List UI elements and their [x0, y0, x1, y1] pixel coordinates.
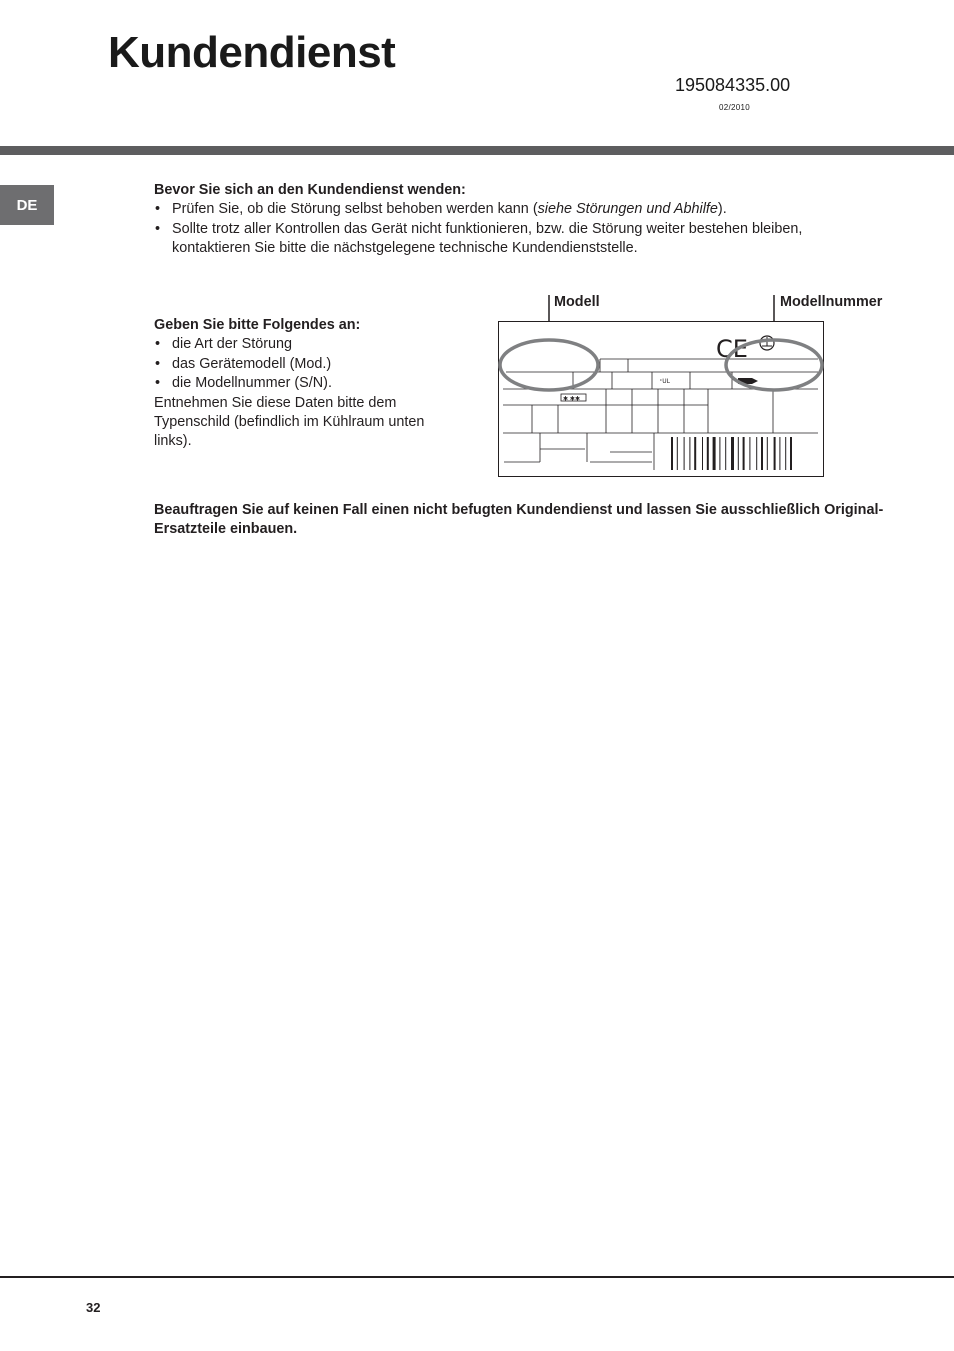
- language-tab: DE: [0, 185, 54, 225]
- model-label: Modell: [554, 294, 600, 310]
- warning-text: Beauftragen Sie auf keinen Fall einen nicht befugten Kundendienst und lassen Sie ausschließlich Original-Ersatzteile einbauen.: [154, 502, 884, 538]
- svg-text:✱ ✱✱: ✱ ✱✱: [563, 395, 580, 403]
- bullet1-suffix: ).: [717, 201, 727, 218]
- document-date: 02/2010: [719, 103, 751, 112]
- section-info-note: Entnehmen Sie diese Daten bitte dem Typenschild (befindlich im Kühlraum unten links).: [154, 394, 425, 450]
- section-before-heading: Bevor Sie sich an den Kundendienst wenden:: [154, 182, 466, 198]
- model-number-label: Modellnummer: [780, 294, 883, 310]
- footer-divider: [0, 1276, 954, 1278]
- list-item: • Sollte trotz aller Kontrollen das Gerät nicht funktionieren, bzw. die Störung weiter bestehen bleiben, kontaktieren Sie bitte die nächstgelegene technische Kundendienststelle.: [154, 220, 874, 259]
- section-info-heading: Geben Sie bitte Folgendes an:: [154, 317, 361, 333]
- ul-mark-icon: ᶜUL: [660, 378, 670, 385]
- document-number: 195084335.00: [675, 75, 791, 95]
- list-item: • das Gerätemodell (Mod.): [154, 355, 464, 374]
- bullet1-prefix: Prüfen Sie, ob die Störung selbst behoben werden kann (: [172, 201, 538, 218]
- list-item: • die Modellnummer (S/N).: [154, 374, 464, 393]
- page-title: Kundendienst: [108, 28, 396, 77]
- cross-reference: siehe Störungen und Abhilfe: [537, 201, 718, 218]
- rating-plate-diagram: [0, 0, 954, 520]
- page-number: 32: [86, 1300, 101, 1315]
- ce-mark-icon: CE: [716, 335, 748, 363]
- list-item: • die Art der Störung: [154, 335, 464, 354]
